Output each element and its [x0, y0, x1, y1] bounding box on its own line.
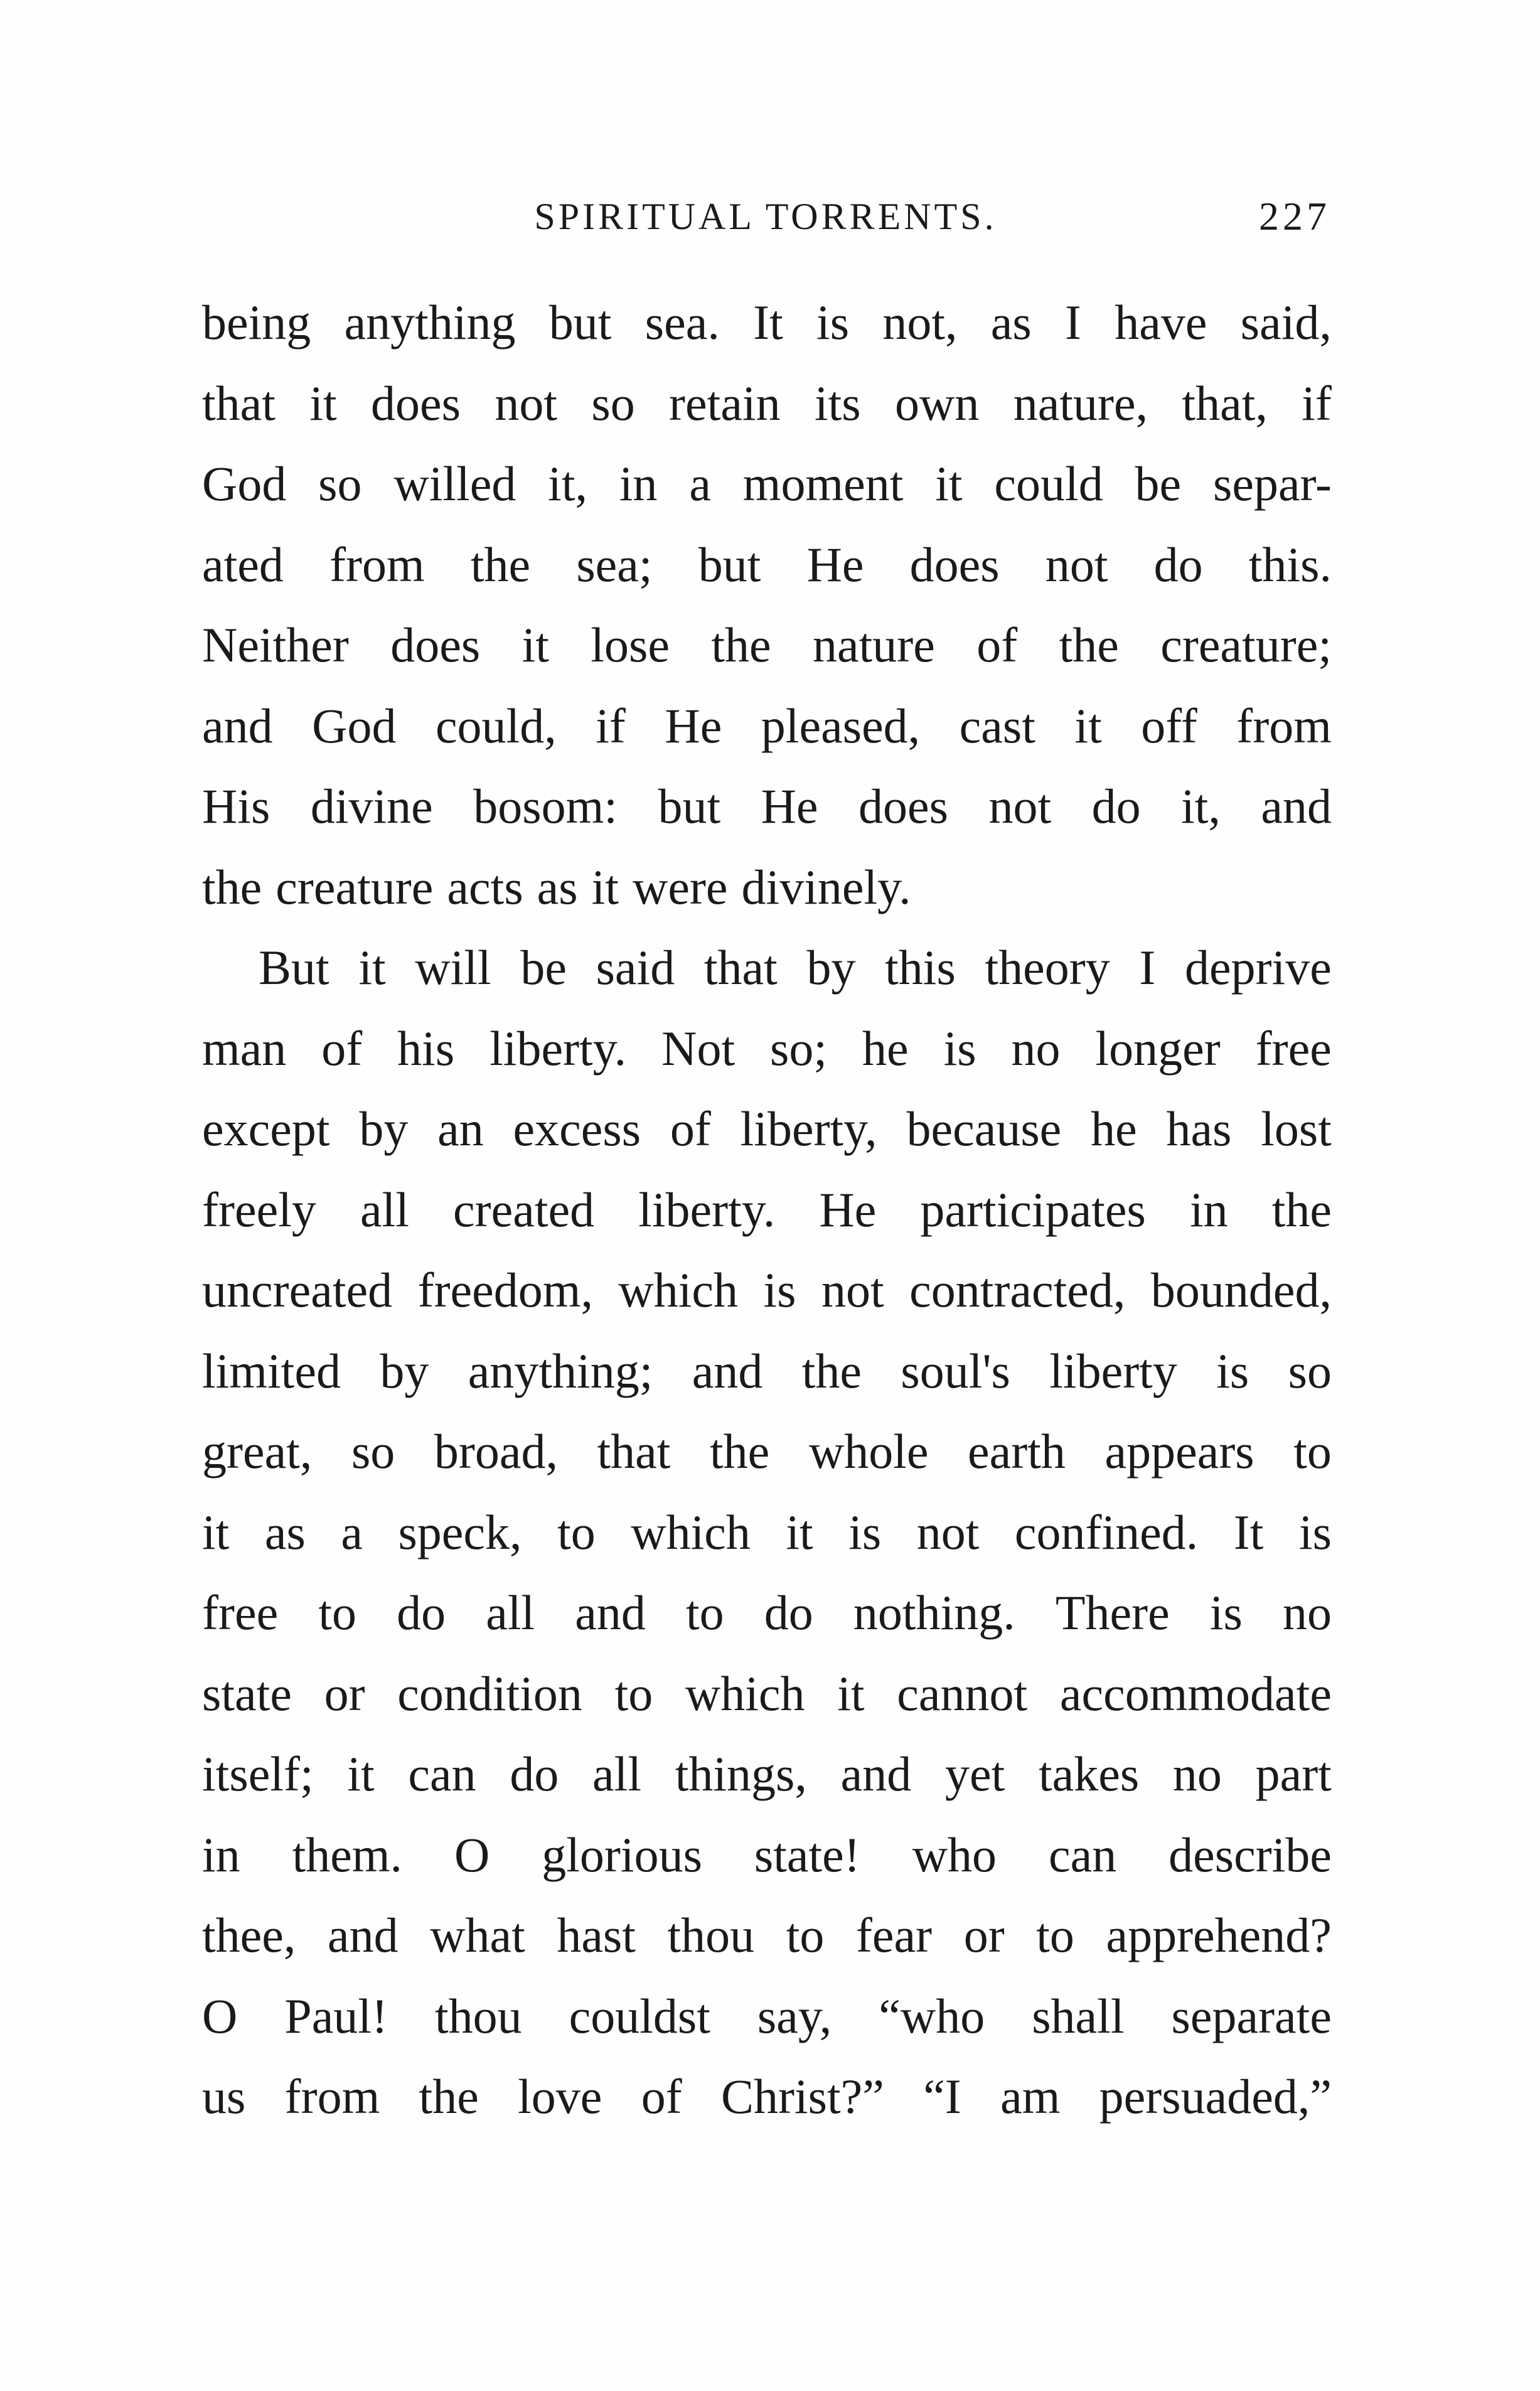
- text-line: it as a speck, to which it is not confined. It is: [202, 1504, 1332, 1559]
- text-line: ated from the sea; but He does not do this.: [202, 537, 1332, 592]
- text-line: But it will be said that by this theory I deprive: [259, 940, 1332, 995]
- text-line: His divine bosom: but He does not do it, and: [202, 779, 1332, 833]
- text-line: Neither does it lose the nature of the creature;: [202, 618, 1332, 672]
- running-title: SPIRITUAL TORRENTS.: [534, 196, 997, 237]
- text-line: and God could, if He pleased, cast it off from: [202, 698, 1332, 753]
- text-line: the creature acts as it were divinely.: [202, 859, 911, 914]
- text-line: being anything but sea. It is not, as I have said,: [202, 295, 1332, 350]
- text-line: uncreated freedom, which is not contracted, bounded,: [202, 1263, 1332, 1317]
- body-text: [202, 282, 1332, 2137]
- text-line: state or condition to which it cannot accommodate: [202, 1666, 1332, 1721]
- text-line: except by an excess of liberty, because he has lost: [202, 1101, 1332, 1156]
- text-line: that it does not so retain its own nature, that, if: [202, 375, 1332, 431]
- text-line: in them. O glorious state! who can describe: [202, 1827, 1332, 1882]
- text-line: limited by anything; and the soul's liberty is so: [202, 1343, 1332, 1398]
- text-line: man of his liberty. Not so; he is no longer free: [202, 1020, 1332, 1076]
- text-line: thee, and what hast thou to fear or to apprehend?: [202, 1908, 1332, 1962]
- paragraph-1: [202, 282, 1332, 928]
- text-line: God so willed it, in a moment it could be separ-: [202, 456, 1332, 511]
- paragraph-2: [202, 928, 1332, 2137]
- running-header: [201, 188, 1330, 245]
- page-number: 227: [1259, 194, 1330, 238]
- text-line: itself; it can do all things, and yet takes no part: [202, 1746, 1332, 1801]
- text-line: free to do all and to do nothing. There is no: [202, 1585, 1332, 1640]
- text-line: freely all created liberty. He participates in the: [202, 1182, 1332, 1237]
- text-line: us from the love of Christ?” “I am persuaded,”: [202, 2069, 1332, 2124]
- text-line: O Paul! thou couldst say, “who shall separate: [202, 1988, 1332, 2043]
- text-line: great, so broad, that the whole earth appears to: [202, 1424, 1332, 1479]
